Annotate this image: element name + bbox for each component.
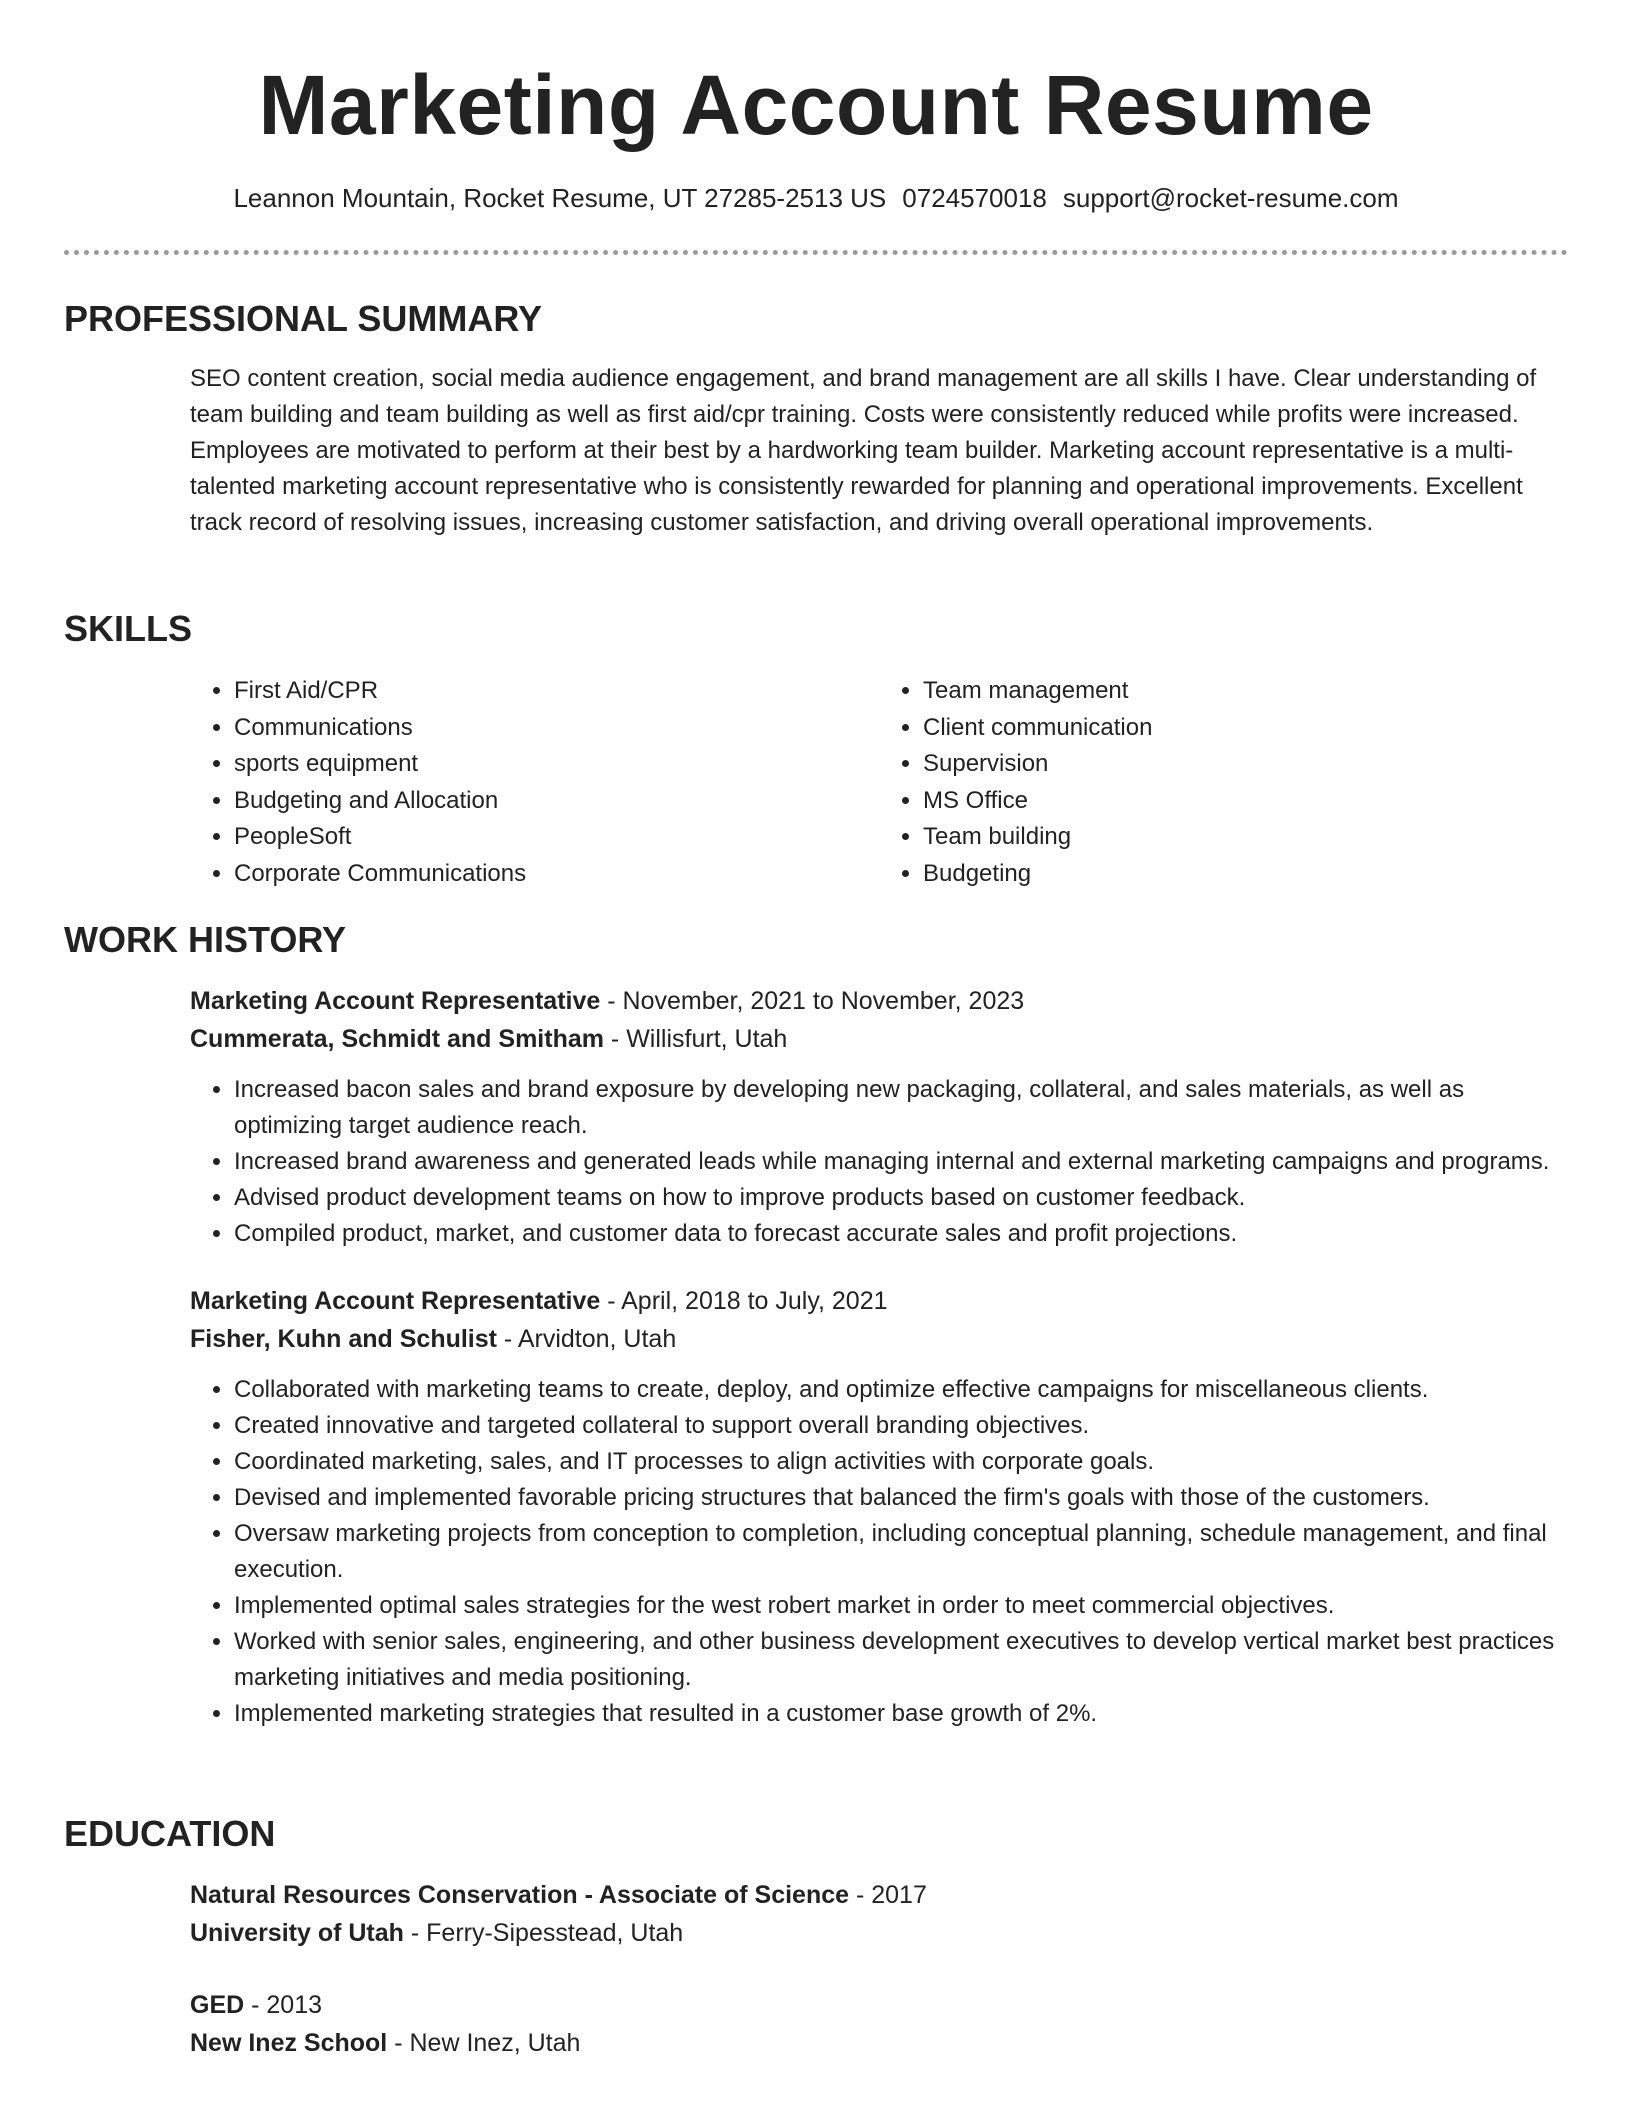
skills-list-left xyxy=(190,673,879,892)
job-bullet: • Oversaw marketing projects from conception to completion, including conceptual planning, schedule management, and final execution. xyxy=(234,1516,1568,1588)
job-bullet: • Implemented marketing strategies that resulted in a customer base growth of 2%. xyxy=(234,1696,1568,1732)
job-title-line xyxy=(190,982,1568,1020)
job-bullet: • Increased bacon sales and brand exposure by developing new packaging, collateral, and sales materials, as well as optimizing target audience reach. xyxy=(234,1072,1568,1144)
education-section xyxy=(64,1812,1568,2062)
skills-section xyxy=(64,607,1568,892)
job-bullet: • Coordinated marketing, sales, and IT processes to align activities with corporate goals. xyxy=(234,1444,1568,1480)
job-company: Cummerata, Schmidt and Smitham xyxy=(190,1025,604,1053)
skill-item: • First Aid/CPR xyxy=(234,673,879,710)
skill-item: • Budgeting and Allocation xyxy=(234,783,879,820)
skill-item: • PeopleSoft xyxy=(234,819,879,856)
skill-item: • Team management xyxy=(923,673,1568,710)
resume-title: Marketing Account Resume xyxy=(258,58,1374,152)
job-bullet: • Compiled product, market, and customer data to forecast accurate sales and profit projections. xyxy=(234,1216,1568,1252)
job-bullet: • Implemented optimal sales strategies for the west robert market in order to meet commercial objectives. xyxy=(234,1588,1568,1624)
skill-item: • MS Office xyxy=(923,783,1568,820)
job-dates: - November, 2021 to November, 2023 xyxy=(600,987,1025,1015)
education-degree: GED xyxy=(190,1991,245,2019)
contact-phone: 0724570018 xyxy=(902,183,1047,213)
summary-section xyxy=(64,297,1568,541)
education-degree-line xyxy=(190,1986,1568,2024)
skill-item: • Supervision xyxy=(923,746,1568,783)
education-location: - New Inez, Utah xyxy=(387,2029,581,2057)
job-bullet: • Increased brand awareness and generated leads while managing internal and external marketing campaigns and programs. xyxy=(234,1144,1568,1180)
job-entry xyxy=(190,1282,1568,1732)
job-title: Marketing Account Representative xyxy=(190,1287,601,1315)
skills-list-right xyxy=(879,673,1568,892)
contact-email: support@rocket-resume.com xyxy=(1062,183,1399,213)
job-title: Marketing Account Representative xyxy=(190,987,601,1015)
education-degree-line xyxy=(190,1876,1568,1914)
skill-item: • Team building xyxy=(923,819,1568,856)
education-entry xyxy=(190,1876,1568,1952)
skill-item: • Corporate Communications xyxy=(234,856,879,893)
job-bullet: • Advised product development teams on how to improve products based on customer feedback. xyxy=(234,1180,1568,1216)
job-location: - Arvidton, Utah xyxy=(496,1325,677,1353)
summary-text: SEO content creation, social media audience engagement, and brand management are all skills I have. Clear understanding of team building and team building as well as first aid/cpr training. Costs were consistently reduced while profits were increased. Employees are motivated to perform at their best by a hardworking team builder. Marketing account representative is a multi-talented marketing account representative who is consistently rewarded for planning and operational improvements. Excellent track record of resolving issues, increasing customer satisfaction, and driving overall operational improvements. xyxy=(190,365,1537,536)
education-year: - 2013 xyxy=(244,1991,323,2019)
summary-heading: PROFESSIONAL SUMMARY xyxy=(64,298,543,339)
education-school: University of Utah xyxy=(190,1919,404,1947)
skills-grid xyxy=(190,673,1568,892)
education-location: - Ferry-Sipesstead, Utah xyxy=(403,1919,684,1947)
skill-item: • sports equipment xyxy=(234,746,879,783)
job-bullets xyxy=(190,1372,1568,1732)
education-year: - 2017 xyxy=(849,1881,927,1909)
skill-item: • Client communication xyxy=(923,710,1568,747)
job-bullet: • Created innovative and targeted collateral to support overall branding objectives. xyxy=(234,1408,1568,1444)
skill-item: • Communications xyxy=(234,710,879,747)
job-bullet: • Worked with senior sales, engineering, and other business development executives to develop vertical market best practices marketing initiatives and media positioning. xyxy=(234,1624,1568,1696)
job-bullet: • Devised and implemented favorable pricing structures that balanced the firm's goals with those of the customers. xyxy=(234,1480,1568,1516)
job-dates: - April, 2018 to July, 2021 xyxy=(600,1287,888,1315)
job-entry xyxy=(190,982,1568,1252)
job-company-line xyxy=(190,1320,1568,1358)
job-company: Fisher, Kuhn and Schulist xyxy=(190,1325,497,1353)
education-school: New Inez School xyxy=(190,2029,388,2057)
job-company-line xyxy=(190,1020,1568,1058)
skill-item: • Budgeting xyxy=(923,856,1568,893)
education-degree: Natural Resources Conservation - Associate of Science xyxy=(190,1881,850,1909)
job-location: - Willisfurt, Utah xyxy=(603,1025,788,1053)
job-bullet: • Collaborated with marketing teams to create, deploy, and optimize effective campaigns for miscellaneous clients. xyxy=(234,1372,1568,1408)
skills-heading: SKILLS xyxy=(64,608,193,649)
job-title-line xyxy=(190,1282,1568,1320)
job-bullets xyxy=(190,1072,1568,1252)
work-section xyxy=(64,918,1568,1732)
work-heading: WORK HISTORY xyxy=(64,919,347,960)
education-entry xyxy=(190,1986,1568,2062)
contact-line xyxy=(0,180,1632,216)
education-heading: EDUCATION xyxy=(64,1813,276,1854)
education-school-line xyxy=(190,2024,1568,2062)
education-school-line xyxy=(190,1914,1568,1952)
header-divider xyxy=(64,250,1568,255)
contact-address: Leannon Mountain, Rocket Resume, UT 27285-2513 US xyxy=(233,183,887,213)
